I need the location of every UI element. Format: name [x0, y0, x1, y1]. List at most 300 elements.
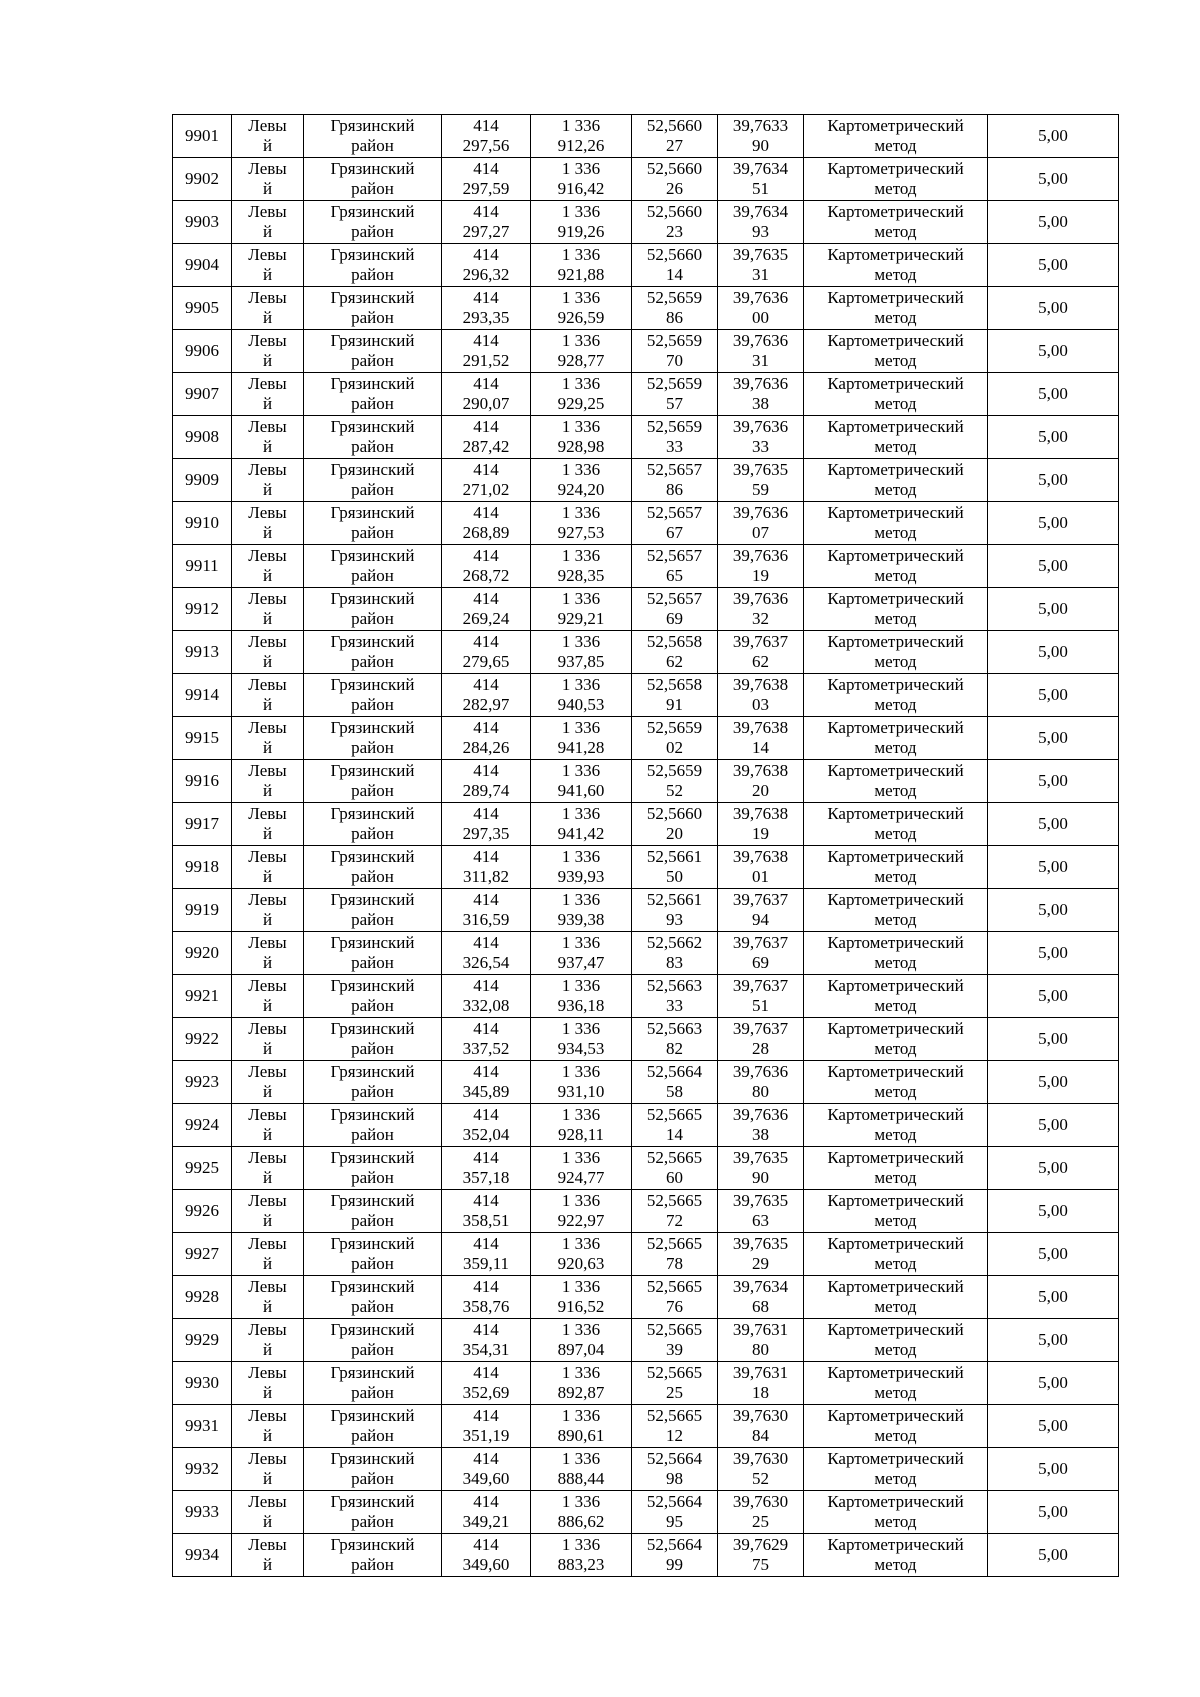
latitude-cell: 52,5664 58 — [632, 1061, 718, 1104]
latitude-cell: 52,5657 65 — [632, 545, 718, 588]
district-cell: Грязинский район — [304, 502, 442, 545]
coord-x-cell: 414 297,35 — [442, 803, 531, 846]
bank-side-cell: Левы й — [232, 545, 304, 588]
coord-y-cell: 1 336 931,10 — [531, 1061, 632, 1104]
coord-x-cell: 414 326,54 — [442, 932, 531, 975]
coord-y-cell: 1 336 926,59 — [531, 287, 632, 330]
table-row — [173, 545, 1119, 588]
longitude-cell: 39,7630 52 — [718, 1448, 804, 1491]
coord-y-cell: 1 336 927,53 — [531, 502, 632, 545]
district-cell: Грязинский район — [304, 115, 442, 158]
table-row — [173, 975, 1119, 1018]
bank-side-cell: Левы й — [232, 588, 304, 631]
accuracy-cell: 5,00 — [988, 631, 1119, 674]
method-cell: Картометрический метод — [804, 1448, 988, 1491]
coord-y-cell: 1 336 939,93 — [531, 846, 632, 889]
district-cell: Грязинский район — [304, 1362, 442, 1405]
bank-side-cell: Левы й — [232, 1233, 304, 1276]
district-cell: Грязинский район — [304, 975, 442, 1018]
table-row — [173, 846, 1119, 889]
accuracy-cell: 5,00 — [988, 330, 1119, 373]
latitude-cell: 52,5659 02 — [632, 717, 718, 760]
accuracy-cell: 5,00 — [988, 1491, 1119, 1534]
point-number-cell: 9902 — [173, 158, 232, 201]
point-number-cell: 9921 — [173, 975, 232, 1018]
coord-y-cell: 1 336 883,23 — [531, 1534, 632, 1577]
table-row — [173, 201, 1119, 244]
coord-x-cell: 414 269,24 — [442, 588, 531, 631]
latitude-cell: 52,5660 23 — [632, 201, 718, 244]
longitude-cell: 39,7635 90 — [718, 1147, 804, 1190]
longitude-cell: 39,7637 69 — [718, 932, 804, 975]
method-cell: Картометрический метод — [804, 545, 988, 588]
table-row — [173, 373, 1119, 416]
longitude-cell: 39,7635 31 — [718, 244, 804, 287]
longitude-cell: 39,7636 07 — [718, 502, 804, 545]
bank-side-cell: Левы й — [232, 1448, 304, 1491]
coord-x-cell: 414 349,60 — [442, 1534, 531, 1577]
district-cell: Грязинский район — [304, 201, 442, 244]
point-number-cell: 9912 — [173, 588, 232, 631]
table-row — [173, 244, 1119, 287]
accuracy-cell: 5,00 — [988, 588, 1119, 631]
method-cell: Картометрический метод — [804, 932, 988, 975]
bank-side-cell: Левы й — [232, 1018, 304, 1061]
coord-y-cell: 1 336 888,44 — [531, 1448, 632, 1491]
accuracy-cell: 5,00 — [988, 287, 1119, 330]
district-cell: Грязинский район — [304, 631, 442, 674]
point-number-cell: 9926 — [173, 1190, 232, 1233]
longitude-cell: 39,7636 31 — [718, 330, 804, 373]
bank-side-cell: Левы й — [232, 760, 304, 803]
table-row — [173, 1319, 1119, 1362]
district-cell: Грязинский район — [304, 287, 442, 330]
coord-x-cell: 414 349,60 — [442, 1448, 531, 1491]
coord-y-cell: 1 336 940,53 — [531, 674, 632, 717]
district-cell: Грязинский район — [304, 158, 442, 201]
point-number-cell: 9917 — [173, 803, 232, 846]
longitude-cell: 39,7638 01 — [718, 846, 804, 889]
table-row — [173, 459, 1119, 502]
longitude-cell: 39,7637 62 — [718, 631, 804, 674]
method-cell: Картометрический метод — [804, 846, 988, 889]
coord-x-cell: 414 291,52 — [442, 330, 531, 373]
coord-y-cell: 1 336 890,61 — [531, 1405, 632, 1448]
table-row — [173, 1534, 1119, 1577]
table-row — [173, 1448, 1119, 1491]
point-number-cell: 9903 — [173, 201, 232, 244]
accuracy-cell: 5,00 — [988, 717, 1119, 760]
accuracy-cell: 5,00 — [988, 158, 1119, 201]
method-cell: Картометрический метод — [804, 459, 988, 502]
accuracy-cell: 5,00 — [988, 244, 1119, 287]
coord-x-cell: 414 311,82 — [442, 846, 531, 889]
table-row — [173, 760, 1119, 803]
latitude-cell: 52,5657 69 — [632, 588, 718, 631]
point-number-cell: 9929 — [173, 1319, 232, 1362]
bank-side-cell: Левы й — [232, 330, 304, 373]
table-body — [173, 115, 1119, 1577]
longitude-cell: 39,7635 63 — [718, 1190, 804, 1233]
method-cell: Картометрический метод — [804, 1405, 988, 1448]
point-number-cell: 9933 — [173, 1491, 232, 1534]
district-cell: Грязинский район — [304, 932, 442, 975]
bank-side-cell: Левы й — [232, 1104, 304, 1147]
bank-side-cell: Левы й — [232, 674, 304, 717]
accuracy-cell: 5,00 — [988, 373, 1119, 416]
coord-y-cell: 1 336 929,21 — [531, 588, 632, 631]
longitude-cell: 39,7636 80 — [718, 1061, 804, 1104]
coord-y-cell: 1 336 937,85 — [531, 631, 632, 674]
latitude-cell: 52,5660 26 — [632, 158, 718, 201]
coord-x-cell: 414 345,89 — [442, 1061, 531, 1104]
coord-y-cell: 1 336 928,77 — [531, 330, 632, 373]
table-row — [173, 1018, 1119, 1061]
district-cell: Грязинский район — [304, 803, 442, 846]
point-number-cell: 9934 — [173, 1534, 232, 1577]
method-cell: Картометрический метод — [804, 674, 988, 717]
point-number-cell: 9906 — [173, 330, 232, 373]
district-cell: Грязинский район — [304, 1190, 442, 1233]
coord-x-cell: 414 316,59 — [442, 889, 531, 932]
coord-y-cell: 1 336 929,25 — [531, 373, 632, 416]
district-cell: Грязинский район — [304, 889, 442, 932]
method-cell: Картометрический метод — [804, 889, 988, 932]
point-number-cell: 9919 — [173, 889, 232, 932]
latitude-cell: 52,5659 86 — [632, 287, 718, 330]
point-number-cell: 9913 — [173, 631, 232, 674]
accuracy-cell: 5,00 — [988, 1147, 1119, 1190]
method-cell: Картометрический метод — [804, 1190, 988, 1233]
latitude-cell: 52,5665 12 — [632, 1405, 718, 1448]
coord-y-cell: 1 336 921,88 — [531, 244, 632, 287]
coord-x-cell: 414 284,26 — [442, 717, 531, 760]
method-cell: Картометрический метод — [804, 416, 988, 459]
coord-x-cell: 414 352,69 — [442, 1362, 531, 1405]
accuracy-cell: 5,00 — [988, 1061, 1119, 1104]
latitude-cell: 52,5665 72 — [632, 1190, 718, 1233]
longitude-cell: 39,7629 75 — [718, 1534, 804, 1577]
table-row — [173, 631, 1119, 674]
coord-x-cell: 414 359,11 — [442, 1233, 531, 1276]
accuracy-cell: 5,00 — [988, 803, 1119, 846]
accuracy-cell: 5,00 — [988, 502, 1119, 545]
table-row — [173, 1233, 1119, 1276]
point-number-cell: 9927 — [173, 1233, 232, 1276]
longitude-cell: 39,7636 00 — [718, 287, 804, 330]
accuracy-cell: 5,00 — [988, 1190, 1119, 1233]
method-cell: Картометрический метод — [804, 1061, 988, 1104]
longitude-cell: 39,7630 25 — [718, 1491, 804, 1534]
longitude-cell: 39,7636 38 — [718, 1104, 804, 1147]
district-cell: Грязинский район — [304, 717, 442, 760]
coord-y-cell: 1 336 924,77 — [531, 1147, 632, 1190]
point-number-cell: 9908 — [173, 416, 232, 459]
coord-y-cell: 1 336 897,04 — [531, 1319, 632, 1362]
district-cell: Грязинский район — [304, 459, 442, 502]
coord-x-cell: 414 268,72 — [442, 545, 531, 588]
coord-x-cell: 414 287,42 — [442, 416, 531, 459]
method-cell: Картометрический метод — [804, 1491, 988, 1534]
longitude-cell: 39,7636 38 — [718, 373, 804, 416]
table-row — [173, 1362, 1119, 1405]
point-number-cell: 9932 — [173, 1448, 232, 1491]
method-cell: Картометрический метод — [804, 373, 988, 416]
longitude-cell: 39,7631 18 — [718, 1362, 804, 1405]
bank-side-cell: Левы й — [232, 631, 304, 674]
latitude-cell: 52,5658 62 — [632, 631, 718, 674]
table-row — [173, 1276, 1119, 1319]
bank-side-cell: Левы й — [232, 1491, 304, 1534]
bank-side-cell: Левы й — [232, 1319, 304, 1362]
accuracy-cell: 5,00 — [988, 889, 1119, 932]
coord-x-cell: 414 337,52 — [442, 1018, 531, 1061]
latitude-cell: 52,5665 76 — [632, 1276, 718, 1319]
table-row — [173, 1147, 1119, 1190]
accuracy-cell: 5,00 — [988, 1319, 1119, 1362]
accuracy-cell: 5,00 — [988, 1534, 1119, 1577]
bank-side-cell: Левы й — [232, 1147, 304, 1190]
coord-y-cell: 1 336 941,28 — [531, 717, 632, 760]
district-cell: Грязинский район — [304, 244, 442, 287]
point-number-cell: 9901 — [173, 115, 232, 158]
method-cell: Картометрический метод — [804, 975, 988, 1018]
accuracy-cell: 5,00 — [988, 932, 1119, 975]
latitude-cell: 52,5664 98 — [632, 1448, 718, 1491]
bank-side-cell: Левы й — [232, 459, 304, 502]
table-row — [173, 588, 1119, 631]
table-row — [173, 115, 1119, 158]
method-cell: Картометрический метод — [804, 631, 988, 674]
method-cell: Картометрический метод — [804, 115, 988, 158]
district-cell: Грязинский район — [304, 416, 442, 459]
accuracy-cell: 5,00 — [988, 975, 1119, 1018]
bank-side-cell: Левы й — [232, 416, 304, 459]
coord-x-cell: 414 282,97 — [442, 674, 531, 717]
table-row — [173, 1104, 1119, 1147]
bank-side-cell: Левы й — [232, 1190, 304, 1233]
table-row — [173, 158, 1119, 201]
coord-y-cell: 1 336 939,38 — [531, 889, 632, 932]
accuracy-cell: 5,00 — [988, 1233, 1119, 1276]
latitude-cell: 52,5659 70 — [632, 330, 718, 373]
longitude-cell: 39,7633 90 — [718, 115, 804, 158]
table-row — [173, 287, 1119, 330]
bank-side-cell: Левы й — [232, 1276, 304, 1319]
coord-y-cell: 1 336 886,62 — [531, 1491, 632, 1534]
latitude-cell: 52,5662 83 — [632, 932, 718, 975]
table-row — [173, 1405, 1119, 1448]
latitude-cell: 52,5659 57 — [632, 373, 718, 416]
latitude-cell: 52,5664 95 — [632, 1491, 718, 1534]
point-number-cell: 9924 — [173, 1104, 232, 1147]
longitude-cell: 39,7631 80 — [718, 1319, 804, 1362]
accuracy-cell: 5,00 — [988, 1018, 1119, 1061]
method-cell: Картометрический метод — [804, 1534, 988, 1577]
accuracy-cell: 5,00 — [988, 201, 1119, 244]
longitude-cell: 39,7638 20 — [718, 760, 804, 803]
coord-y-cell: 1 336 924,20 — [531, 459, 632, 502]
method-cell: Картометрический метод — [804, 1104, 988, 1147]
coord-y-cell: 1 336 934,53 — [531, 1018, 632, 1061]
point-number-cell: 9923 — [173, 1061, 232, 1104]
point-number-cell: 9920 — [173, 932, 232, 975]
latitude-cell: 52,5659 52 — [632, 760, 718, 803]
accuracy-cell: 5,00 — [988, 459, 1119, 502]
table-row — [173, 674, 1119, 717]
longitude-cell: 39,7634 93 — [718, 201, 804, 244]
point-number-cell: 9904 — [173, 244, 232, 287]
district-cell: Грязинский район — [304, 1448, 442, 1491]
latitude-cell: 52,5659 33 — [632, 416, 718, 459]
point-number-cell: 9928 — [173, 1276, 232, 1319]
method-cell: Картометрический метод — [804, 760, 988, 803]
method-cell: Картометрический метод — [804, 158, 988, 201]
accuracy-cell: 5,00 — [988, 1405, 1119, 1448]
method-cell: Картометрический метод — [804, 502, 988, 545]
bank-side-cell: Левы й — [232, 201, 304, 244]
method-cell: Картометрический метод — [804, 201, 988, 244]
district-cell: Грязинский район — [304, 1405, 442, 1448]
latitude-cell: 52,5665 78 — [632, 1233, 718, 1276]
district-cell: Грязинский район — [304, 1491, 442, 1534]
coord-x-cell: 414 297,56 — [442, 115, 531, 158]
point-number-cell: 9909 — [173, 459, 232, 502]
table-row — [173, 502, 1119, 545]
accuracy-cell: 5,00 — [988, 846, 1119, 889]
district-cell: Грязинский район — [304, 674, 442, 717]
coord-y-cell: 1 336 892,87 — [531, 1362, 632, 1405]
longitude-cell: 39,7636 33 — [718, 416, 804, 459]
district-cell: Грязинский район — [304, 1276, 442, 1319]
coord-x-cell: 414 297,27 — [442, 201, 531, 244]
accuracy-cell: 5,00 — [988, 1104, 1119, 1147]
district-cell: Грязинский район — [304, 1061, 442, 1104]
latitude-cell: 52,5661 50 — [632, 846, 718, 889]
point-number-cell: 9930 — [173, 1362, 232, 1405]
bank-side-cell: Левы й — [232, 1534, 304, 1577]
longitude-cell: 39,7637 28 — [718, 1018, 804, 1061]
latitude-cell: 52,5657 67 — [632, 502, 718, 545]
coord-y-cell: 1 336 922,97 — [531, 1190, 632, 1233]
accuracy-cell: 5,00 — [988, 115, 1119, 158]
coord-x-cell: 414 352,04 — [442, 1104, 531, 1147]
district-cell: Грязинский район — [304, 545, 442, 588]
point-number-cell: 9931 — [173, 1405, 232, 1448]
latitude-cell: 52,5657 86 — [632, 459, 718, 502]
longitude-cell: 39,7638 14 — [718, 717, 804, 760]
bank-side-cell: Левы й — [232, 373, 304, 416]
method-cell: Картометрический метод — [804, 1018, 988, 1061]
longitude-cell: 39,7637 94 — [718, 889, 804, 932]
table-row — [173, 717, 1119, 760]
point-number-cell: 9918 — [173, 846, 232, 889]
longitude-cell: 39,7635 29 — [718, 1233, 804, 1276]
district-cell: Грязинский район — [304, 1018, 442, 1061]
bank-side-cell: Левы й — [232, 975, 304, 1018]
method-cell: Картометрический метод — [804, 1319, 988, 1362]
coord-x-cell: 414 332,08 — [442, 975, 531, 1018]
latitude-cell: 52,5660 27 — [632, 115, 718, 158]
bank-side-cell: Левы й — [232, 287, 304, 330]
bank-side-cell: Левы й — [232, 803, 304, 846]
table-row — [173, 1190, 1119, 1233]
table-row — [173, 330, 1119, 373]
coordinates-table — [172, 114, 1119, 1577]
latitude-cell: 52,5665 14 — [632, 1104, 718, 1147]
coord-x-cell: 414 354,31 — [442, 1319, 531, 1362]
coord-y-cell: 1 336 928,35 — [531, 545, 632, 588]
coord-x-cell: 414 357,18 — [442, 1147, 531, 1190]
accuracy-cell: 5,00 — [988, 1276, 1119, 1319]
method-cell: Картометрический метод — [804, 803, 988, 846]
bank-side-cell: Левы й — [232, 846, 304, 889]
table-row — [173, 803, 1119, 846]
coord-x-cell: 414 268,89 — [442, 502, 531, 545]
coord-x-cell: 414 293,35 — [442, 287, 531, 330]
point-number-cell: 9910 — [173, 502, 232, 545]
longitude-cell: 39,7635 59 — [718, 459, 804, 502]
coord-y-cell: 1 336 936,18 — [531, 975, 632, 1018]
point-number-cell: 9916 — [173, 760, 232, 803]
coord-x-cell: 414 358,51 — [442, 1190, 531, 1233]
coord-y-cell: 1 336 916,52 — [531, 1276, 632, 1319]
longitude-cell: 39,7638 19 — [718, 803, 804, 846]
method-cell: Картометрический метод — [804, 330, 988, 373]
method-cell: Картометрический метод — [804, 1276, 988, 1319]
district-cell: Грязинский район — [304, 760, 442, 803]
longitude-cell: 39,7638 03 — [718, 674, 804, 717]
latitude-cell: 52,5660 20 — [632, 803, 718, 846]
method-cell: Картометрический метод — [804, 244, 988, 287]
district-cell: Грязинский район — [304, 1104, 442, 1147]
bank-side-cell: Левы й — [232, 502, 304, 545]
coord-y-cell: 1 336 916,42 — [531, 158, 632, 201]
district-cell: Грязинский район — [304, 1233, 442, 1276]
method-cell: Картометрический метод — [804, 1362, 988, 1405]
coord-x-cell: 414 296,32 — [442, 244, 531, 287]
accuracy-cell: 5,00 — [988, 674, 1119, 717]
point-number-cell: 9911 — [173, 545, 232, 588]
coord-x-cell: 414 290,07 — [442, 373, 531, 416]
bank-side-cell: Левы й — [232, 115, 304, 158]
bank-side-cell: Левы й — [232, 244, 304, 287]
coord-x-cell: 414 271,02 — [442, 459, 531, 502]
coord-y-cell: 1 336 928,98 — [531, 416, 632, 459]
point-number-cell: 9905 — [173, 287, 232, 330]
longitude-cell: 39,7634 51 — [718, 158, 804, 201]
district-cell: Грязинский район — [304, 1534, 442, 1577]
longitude-cell: 39,7637 51 — [718, 975, 804, 1018]
coord-x-cell: 414 297,59 — [442, 158, 531, 201]
method-cell: Картометрический метод — [804, 1147, 988, 1190]
latitude-cell: 52,5663 82 — [632, 1018, 718, 1061]
table-row — [173, 1491, 1119, 1534]
coord-x-cell: 414 289,74 — [442, 760, 531, 803]
accuracy-cell: 5,00 — [988, 545, 1119, 588]
method-cell: Картометрический метод — [804, 1233, 988, 1276]
accuracy-cell: 5,00 — [988, 1362, 1119, 1405]
district-cell: Грязинский район — [304, 588, 442, 631]
point-number-cell: 9914 — [173, 674, 232, 717]
coord-x-cell: 414 351,19 — [442, 1405, 531, 1448]
district-cell: Грязинский район — [304, 846, 442, 889]
point-number-cell: 9922 — [173, 1018, 232, 1061]
accuracy-cell: 5,00 — [988, 1448, 1119, 1491]
point-number-cell: 9915 — [173, 717, 232, 760]
point-number-cell: 9925 — [173, 1147, 232, 1190]
coord-y-cell: 1 336 937,47 — [531, 932, 632, 975]
